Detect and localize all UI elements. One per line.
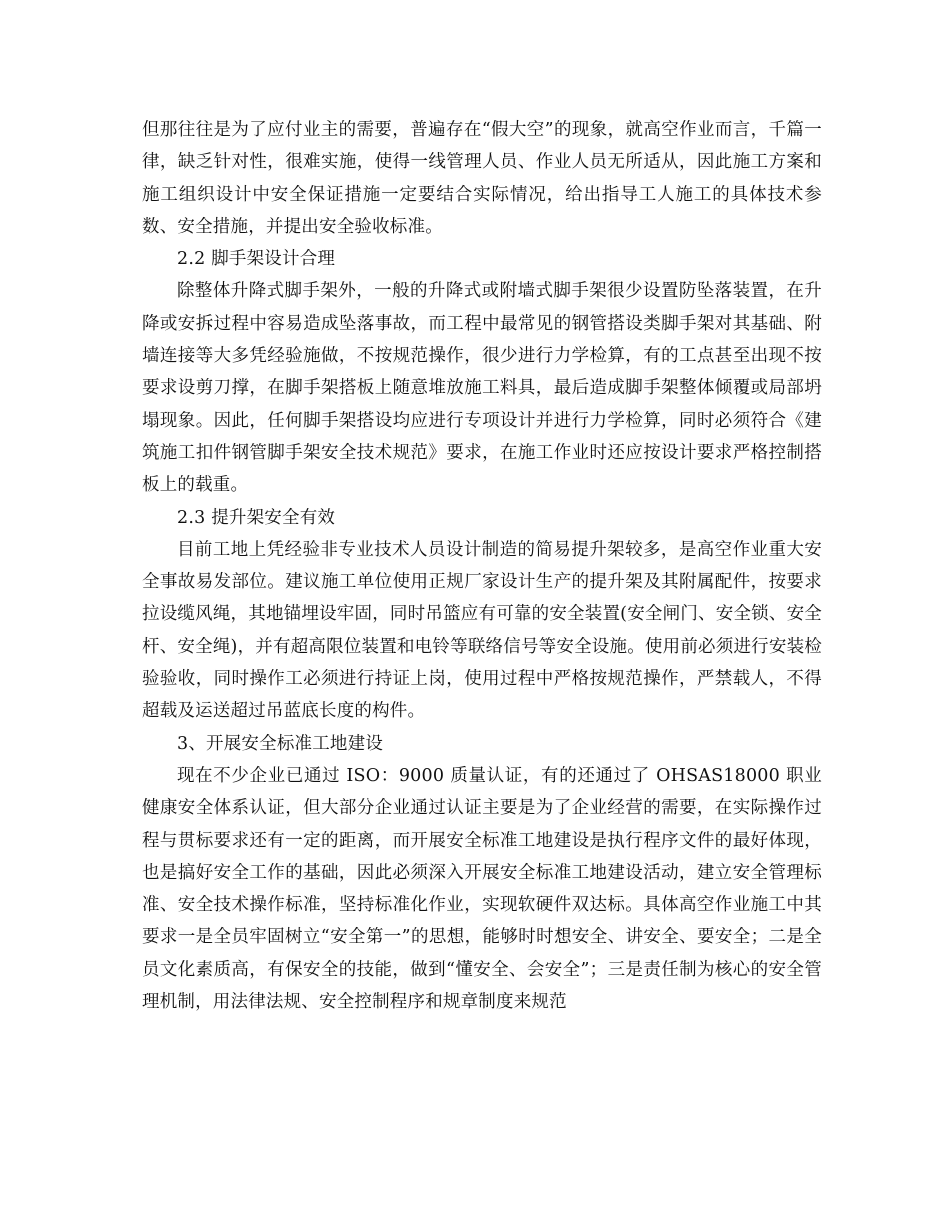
section-heading-2-3: 2.3 提升架安全有效	[177, 507, 336, 528]
section-heading-3: 3、开展安全标准工地建设	[177, 733, 384, 754]
paragraph-scaffold: 除整体升降式脚手架外，一般的升降式或附墙式脚手架很少设置防坠落装置，在升降或安拆过程中容易造成坠落事故，而工程中最常见的钢管搭设类脚手架对其基础、附墙连接等大多凭经验施做，不按规范操作，很少进行力学检算，有的工点甚至出现不按要求设剪刀撑，在脚手架搭板上随意堆放施工料具，最后造成脚手架整体倾覆或局部坍塌现象。因此，任何脚手架搭设均应进行专项设计并进行力学检算，同时必须符合《建筑施工扣件钢管脚手架安全技术规范》要求，在施工作业时还应按设计要求严格控制搭板上的载重。	[142, 281, 822, 496]
paragraph-standard-site: 现在不少企业已通过 ISO：9000 质量认证，有的还通过了 OHSAS18000 职业健康安全体系认证，但大部分企业通过认证主要是为了企业经营的需要，在实际操作过程与贯标要求还有一定的距离，而开展安全标准工地建设是执行程序文件的最好体现，也是搞好安全工作的基础，因此必须深入开展安全标准工地建设活动，建立安全管理标准、安全技术操作标准，坚持标准化作业，实现软硬件双达标。具体高空作业施工中其要求一是全员牢固树立“安全第一”的思想，能够时时想安全、讲安全、要安全；二是全员文化素质高，有保安全的技能，做到“懂安全、会安全”；三是责任制为核心的安全管理机制，用法律法规、安全控制程序和规章制度来规范	[142, 765, 822, 1013]
document-page	[142, 114, 822, 1018]
section-heading-2-2: 2.2 脚手架设计合理	[177, 249, 336, 270]
paragraph-hoist: 目前工地上凭经验非专业技术人员设计制造的简易提升架较多，是高空作业重大安全事故易发部位。建议施工单位使用正规厂家设计生产的提升架及其附属配件，按要求拉设缆风绳，其地锚埋设牢固，同时吊篮应有可靠的安全装置(安全闸门、安全锁、安全杆、安全绳)，并有超高限位装置和电铃等联络信号等安全设施。使用前必须进行安装检验验收，同时操作工必须进行持证上岗，使用过程中严格按规范操作，严禁载人，不得超载及运送超过吊蓝底长度的构件。	[142, 539, 822, 722]
paragraph-continued: 但那往往是为了应付业主的需要，普遍存在“假大空”的现象，就高空作业而言，千篇一律，缺乏针对性，很难实施，使得一线管理人员、作业人员无所适从，因此施工方案和施工组织设计中安全保证措施一定要结合实际情况，给出指导工人施工的具体技术参数、安全措施，并提出安全验收标准。	[142, 120, 822, 237]
